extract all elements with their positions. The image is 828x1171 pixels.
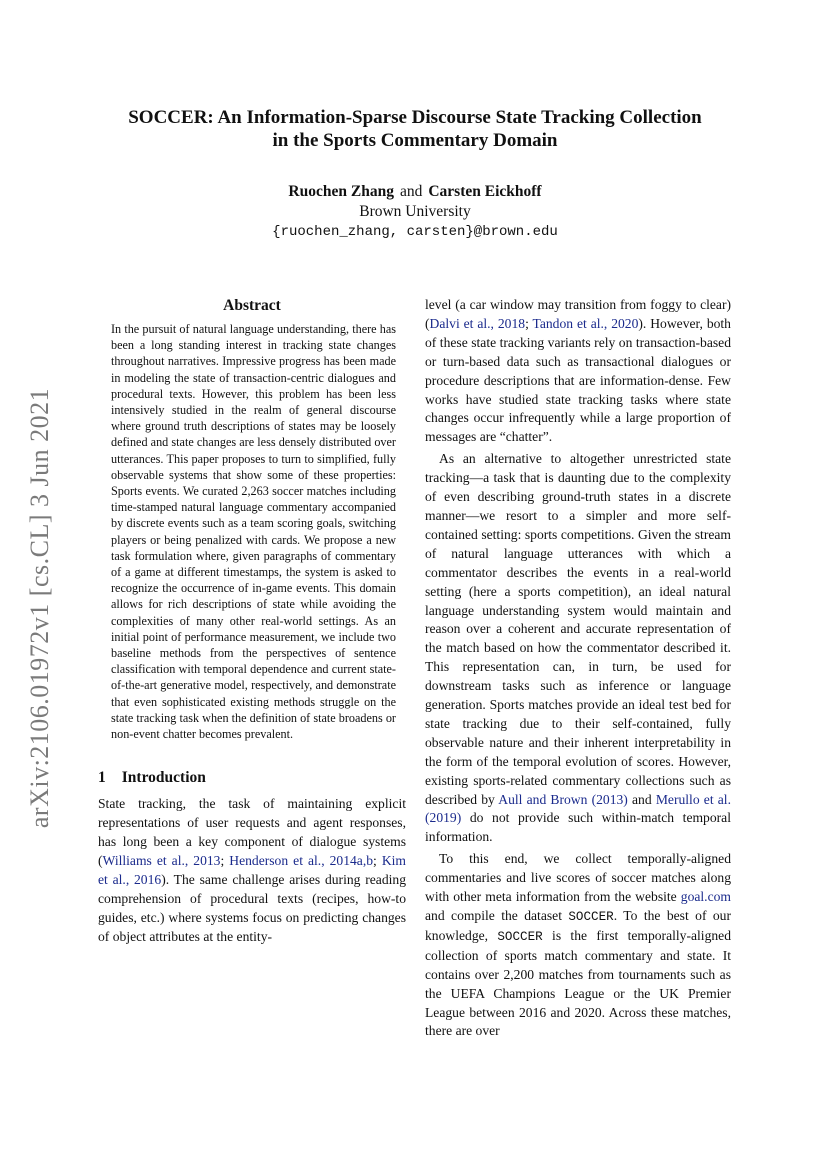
arxiv-identifier: arXiv:2106.01972v1 [cs.CL] 3 Jun 2021 (25, 387, 54, 829)
author-name: Ruochen Zhang (288, 183, 394, 200)
abstract-heading: Abstract (223, 297, 281, 314)
right-column (425, 296, 731, 1041)
intro-paragraph-3 (425, 850, 731, 1041)
citation-link[interactable]: Aull and Brown (2013) (498, 791, 628, 807)
author-name: Carsten Eickhoff (428, 183, 542, 200)
citation-separator: ; (220, 853, 230, 868)
citation-link[interactable]: Henderson et al., 2014a,b (229, 853, 374, 868)
left-column (98, 296, 406, 947)
paragraph-text: As an alternative to altogether unrestricted state tracking—a task that is daunting due to the complexity of even describing ground-truth states in a discrete manner—we resort to a simpler and more self-contained setting: sports competitions. Given the stream of natural language utterances with which a commentator describes the events in a real-world setting (here a sports competition), an ideal natural language understanding system would maintain and reason over a coherent and accurate representation of the match based on how the commentator described it. This representation can, in turn, be used for downstream tasks such as inference or language generation. Sports matches provide an ideal test bed for state tracking due to their self-contained, fully observable nature and their inherent interpretability in the form of the temporal evolution of scores. However, existing sports-related commentary collections such as described by (425, 451, 731, 807)
intro-paragraph-1-continued (425, 296, 731, 447)
section-title: Introduction (121, 769, 206, 787)
affiliation: Brown University (359, 203, 471, 220)
author-conjunction: and (399, 183, 423, 200)
citation-link[interactable]: Williams et al., 2013 (102, 853, 221, 868)
author-email: {ruochen_zhang, carsten}@brown.edu (272, 224, 558, 240)
citation-link[interactable]: Merullo et al. (2019) (425, 791, 731, 826)
paragraph-text: do not provide such within-match temporal information. (425, 810, 731, 845)
paragraph-text: level (a car window may transition from foggy to clear) ( (425, 297, 731, 331)
paragraph-text: State tracking, the task of maintaining explicit representations of user requests and agent responses, has long been a key component of dialogue systems ( (98, 796, 406, 868)
paragraph-text: To this end, we collect temporally-aligned commentaries and live scores of soccer matches along with other meta information from the website (425, 851, 731, 905)
section-heading-introduction (98, 768, 406, 788)
citation-link[interactable]: Tandon et al., 2020 (532, 315, 639, 331)
citation-separator: ; (525, 315, 533, 331)
paragraph-text: and compile the dataset (425, 908, 569, 923)
citation-separator: and (627, 791, 656, 807)
dataset-name: SOCCER (568, 910, 614, 924)
paper-title (98, 106, 732, 152)
dataset-name: SOCCER (497, 929, 543, 944)
abstract-text: In the pursuit of natural language understanding, there has been a long standing interest in tracking state changes throughout narratives. Impressive progress has been made in modeling the state of transaction-centric dialogues and procedural texts. However, this problem has been less intensively studied in the realm of general discourse where ground truth descriptions of states may be loosely defined and state changes are less densely distributed over utterances. This paper proposes to turn to simplified, fully observable systems that show some of these properties: Sports events. We curated 2,263 soccer matches including time-stamped natural language commentary accompanied by discrete events such as a team scoring goals, switching players or being penalized with cards. We propose a new task formulation where, given paragraphs of commentary of a game at different timestamps, the system is asked to recognize the occurrence of in-game events. This domain allows for rich descriptions of state while avoiding the complexities of many other real-world settings. As an initial point of performance measurement, we include two baseline methods from the perspectives of sentence classification with temporal dependence and current state-of-the-art generative model, respectively, and demonstrate that even sophisticated existing methods struggle on the state tracking task when the definition of state broadens or non-event chatter becomes prevalent. (111, 322, 396, 742)
paragraph-text: is the first temporally-aligned collection of sports match commentary and state. It contains over 2,200 matches from tournaments such as the UEFA Champions League or the UK Premier League between 2016 and 2020. Across these matches, there are over (425, 927, 732, 1039)
website-link[interactable]: goal.com (680, 889, 731, 905)
paragraph-text: ). However, both of these state tracking variants rely on transaction-based or turn-based data such as transactional dialogues or procedure descriptions that are information-dense. Few works have studied state tracking tasks where state changes occur infrequently while a large proportion of messages are “chatter”. (425, 315, 731, 445)
section-number: 1 (98, 769, 106, 787)
citation-separator: ; (373, 853, 382, 868)
paragraph-text: . To the best of our knowledge, (425, 908, 731, 943)
intro-paragraph-2 (425, 450, 731, 847)
title-line-2: in the Sports Commentary Domain (272, 130, 558, 151)
citation-link[interactable]: Dalvi et al., 2018 (429, 315, 526, 331)
intro-paragraph-1 (98, 795, 406, 946)
author-line (98, 182, 732, 202)
paragraph-text: ). The same challenge arises during reading comprehension of procedural texts (recipes, how-to guides, etc.) where systems focus on predicting changes of object attributes at the entity- (98, 871, 406, 944)
arxiv-sidebar-stamp (22, 378, 58, 838)
citation-link[interactable]: Kim et al., 2016 (98, 853, 406, 887)
title-line-1: SOCCER: An Information-Sparse Discourse State Tracking Collection (128, 107, 702, 128)
